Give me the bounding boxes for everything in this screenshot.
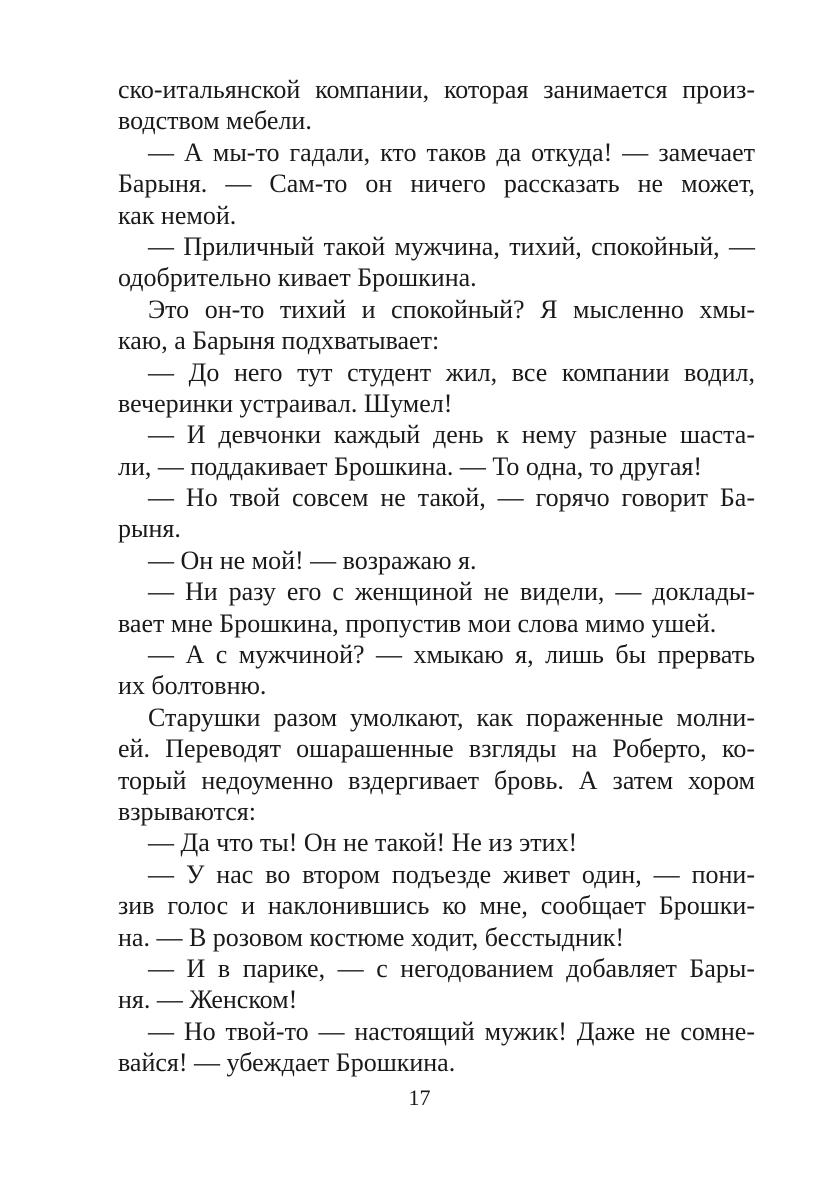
text-line: — Но твой совсем не такой, — горячо говорит Ба- xyxy=(148,483,755,513)
text-line: зив голос и наклонившись ко мне, сообщает Брошки- xyxy=(118,891,755,921)
text-line: вайся! — убеждает Брошкина. xyxy=(118,1048,456,1078)
text-line: торый недоуменно вздергивает бровь. А затем хором xyxy=(118,765,755,795)
text-line: — И в парике, — с негодованием добавляет Бары- xyxy=(148,953,755,983)
text-line: рыня. xyxy=(118,514,181,544)
text-line: — У нас во втором подъезде живет один, — пони- xyxy=(148,859,755,889)
text-line: — А мы-то гадали, кто таков да откуда! — замечает xyxy=(148,137,755,167)
text-line: — А с мужчиной? — хмыкаю я, лишь бы прервать xyxy=(148,640,755,670)
text-line: каю, а Барыня подхватывает: xyxy=(118,326,440,356)
text-line: водством мебели. xyxy=(118,106,312,136)
page-text-block xyxy=(118,74,755,1079)
text-line: — Ни разу его с женщиной не видели, — доклады- xyxy=(148,577,755,607)
text-line: ня. — Женском! xyxy=(118,985,298,1015)
text-line: — Да что ты! Он не такой! Не из этих! xyxy=(148,828,578,858)
text-line: взрываются: xyxy=(118,796,256,826)
text-line: как немой. xyxy=(118,200,237,230)
text-line: Барыня. — Сам-то он ничего рассказать не может, xyxy=(118,169,755,199)
text-line: на. — В розовом костюме ходит, бесстыдник! xyxy=(118,922,625,952)
text-line: — Но твой-то — настоящий мужик! Даже не сомне- xyxy=(148,1016,755,1046)
page-number: 17 xyxy=(408,1085,431,1110)
text-line: вает мне Брошкина, пропустив мои слова мимо ушей. xyxy=(118,608,717,638)
text-line: их болтовню. xyxy=(118,671,267,701)
text-line: ли, — поддакивает Брошкина. — То одна, то другая! xyxy=(118,451,703,481)
text-line: Это он-то тихий и спокойный? Я мысленно хмы- xyxy=(148,294,755,324)
text-line: ско-итальянской компании, которая занимается произ- xyxy=(118,75,755,104)
text-line: ей. Переводят ошарашенные взгляды на Роберто, ко- xyxy=(118,734,755,764)
text-line: Старушки разом умолкают, как пораженные молни- xyxy=(148,702,755,732)
text-line: вечеринки устраивал. Шумел! xyxy=(118,388,453,418)
text-line: — До него тут студент жил, все компании водил, xyxy=(148,357,755,387)
text-line: — И девчонки каждый день к нему разные шаста- xyxy=(148,420,755,450)
text-line: — Он не мой! — возражаю я. xyxy=(148,545,477,575)
text-line: — Приличный такой мужчина, тихий, спокойный, — xyxy=(148,231,755,261)
text-line: одобрительно кивает Брошкина. xyxy=(118,263,477,293)
